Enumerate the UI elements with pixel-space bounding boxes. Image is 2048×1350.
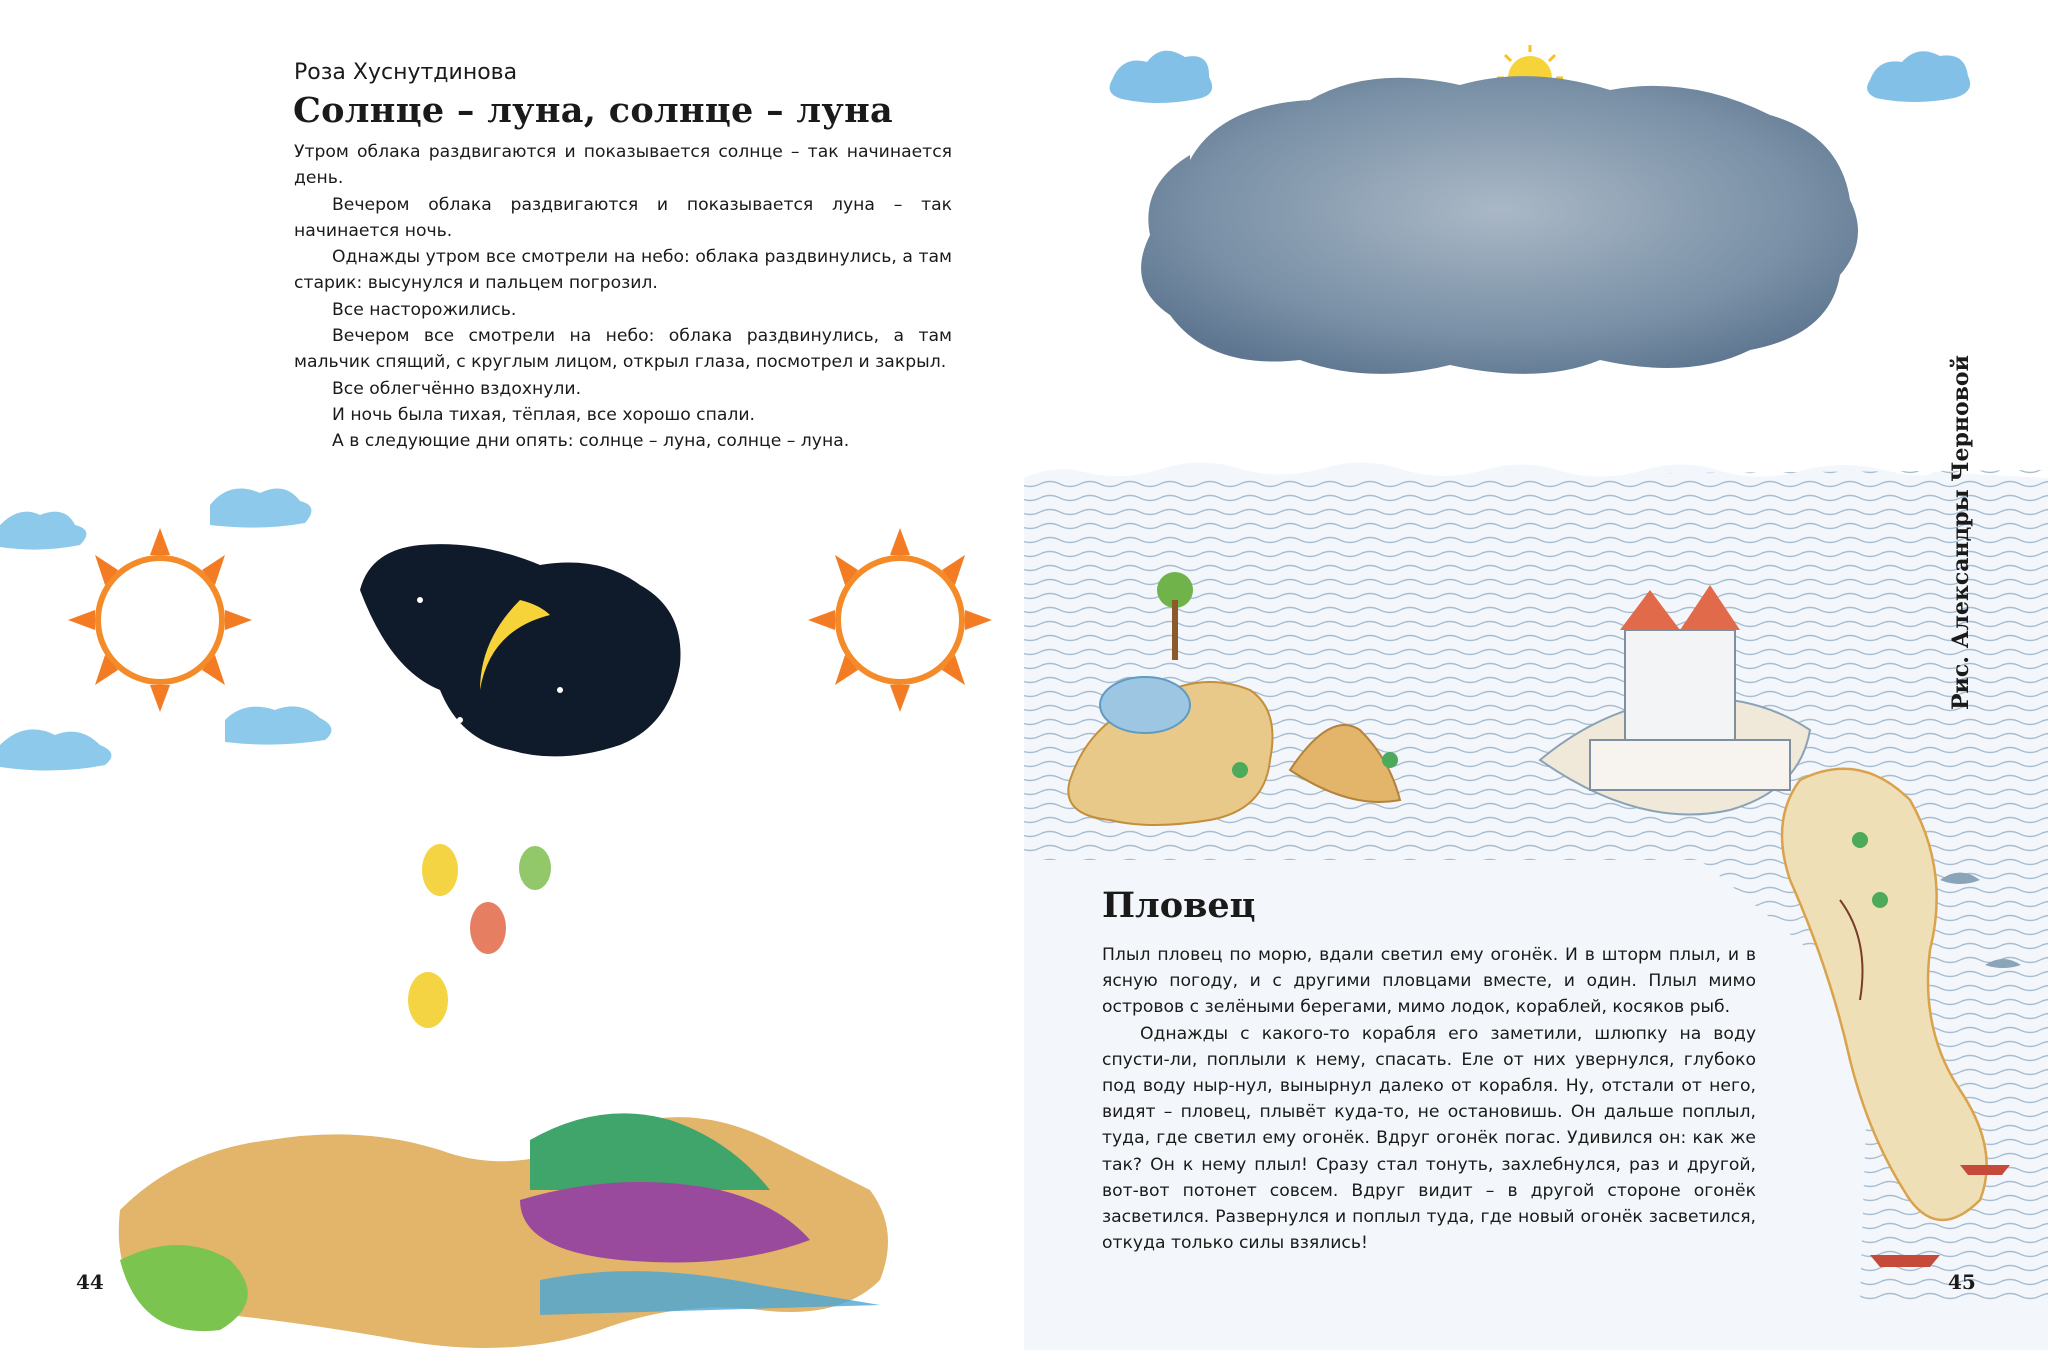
page-number: 44 <box>76 1270 104 1294</box>
page-number: 45 <box>1948 1270 1976 1294</box>
paragraph: А в следующие дни опять: солнце – луна, солнце – луна. <box>332 431 850 452</box>
paragraph: Все насторожились. <box>332 299 517 320</box>
paragraph: И ночь была тихая, тёплая, все хорошо спали. <box>332 404 756 425</box>
illustration-credit: Рис. Александры Черновой <box>1948 355 1974 710</box>
paragraph: Однажды утром все смотрели на небо: облака раздвинулись, а там старик: высунулся и пальцем погрозил. <box>294 247 952 294</box>
gray-cloud-icon <box>1141 76 1858 374</box>
paragraph: Все облегчённо вздохнули. <box>332 378 582 399</box>
paragraph: Плыл пловец по морю, вдали светил ему огонёк. И в шторм плыл, и в ясную погоду, и с другими пловцами вместе, и один. Плыл мимо островов с зелёными берегами, мимо лодок, кораблей, косяков рыб. <box>1102 945 1756 1018</box>
paragraph: Утром облака раздвигаются и показывается солнце – так начинается день. <box>294 142 952 189</box>
story-title: Пловец <box>1102 885 1256 926</box>
small-cloud-left-icon <box>1110 51 1213 103</box>
paragraph: Однажды с какого-то корабля его заметили, шлюпку на воду спусти-ли, поплыли к нему, спасать. Еле от них увернулся, глубоко под воду ныр-нул, вынырнул далеко от корабля. Ну, отстали от него, видят – пловец, плывёт куда-то, не остановишь. Он дальше поплыл, туда, где светил ему огонёк. Вдруг огонёк погас. Удивился он: как же так? Он к нему плыл! Сразу стал тонуть, захлебнулся, раз и другой, вот-вот потонет совсем. Вдруг видит – в другой стороне огонёк засветился. Развернулся и поплыл туда, где новый огонёк засветился, откуда только силы взялись! <box>1102 1023 1756 1254</box>
story-text <box>294 139 952 455</box>
author-name: Роза Хуснутдинова <box>294 60 518 85</box>
small-cloud-right-icon <box>1867 51 1970 102</box>
story-text <box>1102 942 1756 1256</box>
paragraph: Вечером все смотрели на небо: облака раздвинулись, а там мальчик спящий, с круглым лицом, открыл глаза, посмотрел и закрыл. <box>294 326 952 373</box>
story-title: Солнце – луна, солнце – луна <box>293 90 893 131</box>
paragraph: Вечером облака раздвигаются и показывается луна – так начинается ночь. <box>294 194 952 241</box>
